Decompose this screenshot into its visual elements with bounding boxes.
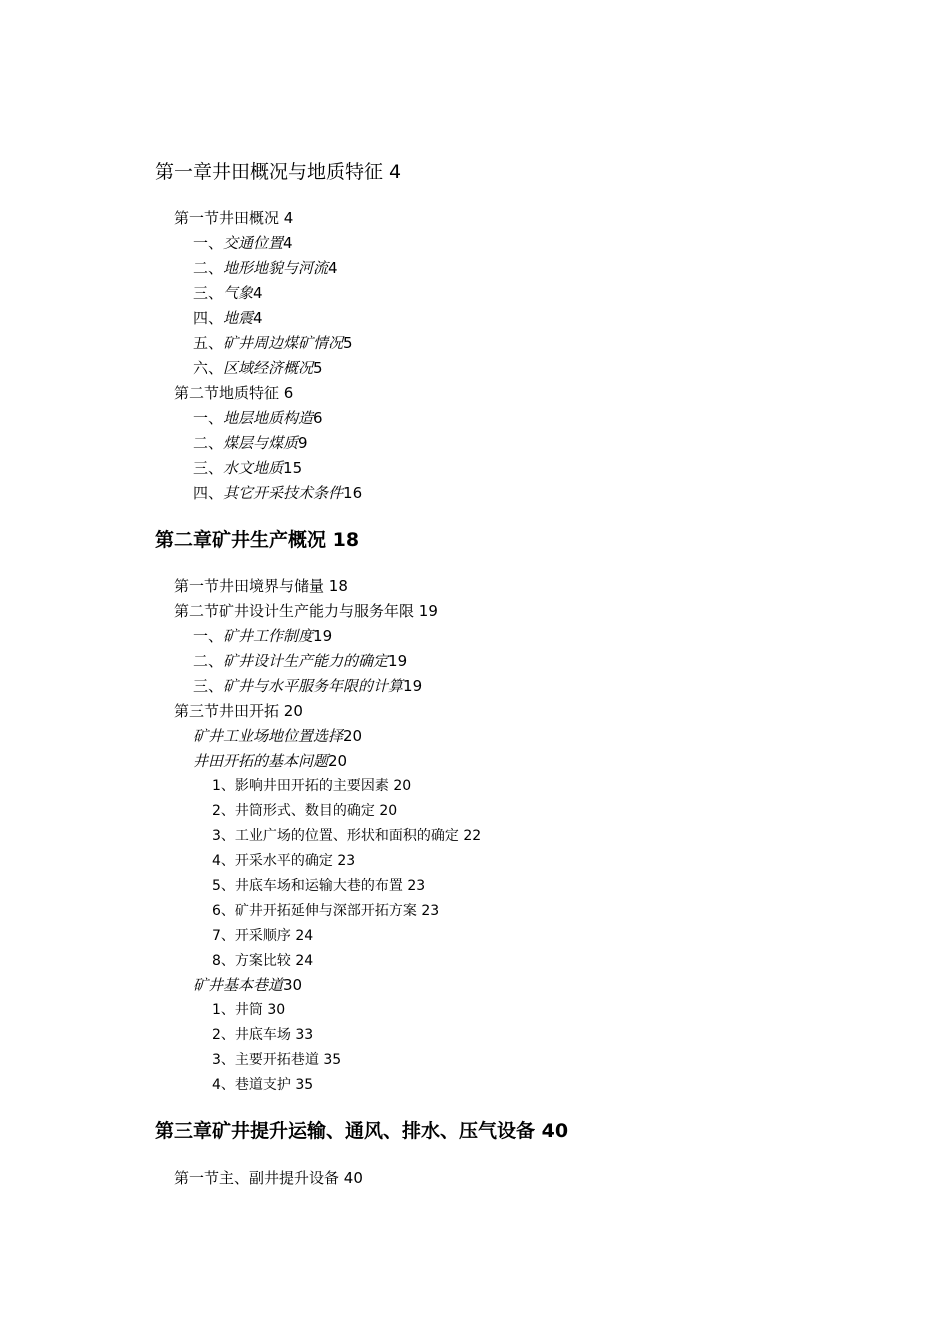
toc-entry-page-number: 20 bbox=[279, 702, 303, 720]
toc-entry-title: 地层地质构造 bbox=[223, 409, 314, 427]
toc-entry-page-number: 4 bbox=[279, 209, 294, 227]
toc-entry-sub[interactable] bbox=[193, 729, 362, 744]
toc-entry-page-number: 30 bbox=[283, 976, 303, 994]
toc-entry-title: 6、矿井开拓延伸与深部开拓方案 bbox=[212, 903, 417, 919]
toc-entry-sec[interactable] bbox=[174, 211, 293, 226]
toc-entry-title: 水文地质 bbox=[223, 459, 284, 477]
toc-entry-page-number: 4 bbox=[253, 284, 263, 302]
toc-entry-prefix: 三、 bbox=[193, 677, 224, 695]
toc-entry-sec[interactable] bbox=[174, 1171, 363, 1186]
toc-entry-page-number: 16 bbox=[343, 484, 363, 502]
toc-entry-title: 第二节矿井设计生产能力与服务年限 bbox=[174, 602, 415, 620]
toc-entry-title: 1、井筒 bbox=[212, 1002, 263, 1018]
toc-entry-num[interactable] bbox=[212, 804, 397, 818]
toc-entry-title: 矿井工业场地位置选择 bbox=[193, 727, 344, 745]
toc-entry-page-number: 35 bbox=[318, 1052, 342, 1068]
toc-entry-sub[interactable] bbox=[193, 978, 302, 993]
toc-entry-prefix: 一、 bbox=[193, 627, 224, 645]
toc-entry-num[interactable] bbox=[212, 1078, 313, 1092]
toc-entry-page-number: 20 bbox=[343, 727, 363, 745]
toc-entry-sec[interactable] bbox=[174, 604, 438, 619]
toc-entry-title: 第三节井田开拓 bbox=[174, 702, 280, 720]
toc-entry-title: 矿井工作制度 bbox=[223, 627, 314, 645]
toc-entry-title: 区域经济概况 bbox=[223, 359, 314, 377]
toc-entry-title: 5、井底车场和运输大巷的布置 bbox=[212, 878, 403, 894]
toc-entry-title: 矿井周边煤矿情况 bbox=[223, 334, 344, 352]
toc-entry-page-number: 4 bbox=[283, 234, 293, 252]
toc-entry-num[interactable] bbox=[212, 929, 313, 943]
toc-entry-prefix: 一、 bbox=[193, 409, 224, 427]
toc-entry-title: 煤层与煤质 bbox=[223, 434, 299, 452]
toc-entry-page-number: 24 bbox=[290, 928, 314, 944]
toc-entry-num[interactable] bbox=[212, 779, 411, 793]
toc-entry-prefix: 五、 bbox=[193, 334, 224, 352]
toc-entry-title: 4、开采水平的确定 bbox=[212, 853, 333, 869]
toc-entry-title: 8、方案比较 bbox=[212, 953, 291, 969]
toc-entry-title: 2、井筒形式、数目的确定 bbox=[212, 803, 375, 819]
toc-entry-item[interactable] bbox=[193, 486, 362, 501]
toc-entry-prefix: 一、 bbox=[193, 234, 224, 252]
toc-entry-title: 第一节井田概况 bbox=[174, 209, 280, 227]
toc-entry-title: 第二节地质特征 bbox=[174, 384, 280, 402]
toc-entry-page-number: 18 bbox=[326, 529, 360, 551]
toc-entry-num[interactable] bbox=[212, 954, 313, 968]
toc-entry-page-number: 33 bbox=[290, 1027, 314, 1043]
toc-entry-page-number: 20 bbox=[388, 778, 412, 794]
toc-entry-page-number: 4 bbox=[253, 309, 263, 327]
toc-entry-prefix: 三、 bbox=[193, 459, 224, 477]
toc-entry-page-number: 23 bbox=[416, 903, 440, 919]
toc-entry-item[interactable] bbox=[193, 436, 308, 451]
toc-entry-page-number: 18 bbox=[324, 577, 348, 595]
toc-entry-sub[interactable] bbox=[193, 754, 347, 769]
toc-entry-title: 第一节主、副井提升设备 bbox=[174, 1169, 340, 1187]
toc-entry-page-number: 20 bbox=[328, 752, 348, 770]
toc-entry-item[interactable] bbox=[193, 236, 293, 251]
toc-entry-title: 矿井基本巷道 bbox=[193, 976, 284, 994]
toc-entry-prefix: 二、 bbox=[193, 434, 224, 452]
toc-entry-page-number: 4 bbox=[328, 259, 338, 277]
toc-entry-title: 地震 bbox=[223, 309, 254, 327]
toc-entry-title: 交通位置 bbox=[223, 234, 284, 252]
toc-entry-page-number: 6 bbox=[279, 384, 294, 402]
toc-entry-num[interactable] bbox=[212, 829, 481, 843]
toc-entry-title: 矿井设计生产能力的确定 bbox=[223, 652, 389, 670]
toc-entry-sec[interactable] bbox=[174, 386, 293, 401]
toc-entry-page-number: 4 bbox=[383, 161, 402, 183]
toc-entry-page-number: 5 bbox=[343, 334, 353, 352]
toc-entry-item[interactable] bbox=[193, 311, 263, 326]
toc-entry-num[interactable] bbox=[212, 854, 355, 868]
toc-entry-item[interactable] bbox=[193, 679, 422, 694]
toc-entry-item[interactable] bbox=[193, 629, 332, 644]
toc-entry-title: 4、巷道支护 bbox=[212, 1077, 291, 1093]
toc-entry-page-number: 19 bbox=[313, 627, 333, 645]
toc-entry-title: 第三章矿井提升运输、通风、排水、压气设备 bbox=[155, 1120, 536, 1142]
toc-entry-title: 地形地貌与河流 bbox=[223, 259, 329, 277]
toc-entry-page-number: 40 bbox=[339, 1169, 363, 1187]
toc-entry-chap1[interactable] bbox=[155, 163, 401, 182]
toc-entry-title: 1、影响井田开拓的主要因素 bbox=[212, 778, 389, 794]
toc-entry-page-number: 19 bbox=[403, 677, 423, 695]
toc-entry-title: 第一节井田境界与储量 bbox=[174, 577, 325, 595]
toc-entry-prefix: 六、 bbox=[193, 359, 224, 377]
toc-entry-title: 2、井底车场 bbox=[212, 1027, 291, 1043]
toc-entry-num[interactable] bbox=[212, 879, 425, 893]
toc-entry-title: 3、工业广场的位置、形状和面积的确定 bbox=[212, 828, 459, 844]
toc-entry-title: 其它开采技术条件 bbox=[223, 484, 344, 502]
toc-entry-page-number: 30 bbox=[262, 1002, 286, 1018]
toc-entry-title: 井田开拓的基本问题 bbox=[193, 752, 329, 770]
toc-entry-prefix: 四、 bbox=[193, 484, 224, 502]
toc-entry-prefix: 二、 bbox=[193, 259, 224, 277]
toc-entry-page-number: 6 bbox=[313, 409, 323, 427]
toc-entry-num[interactable] bbox=[212, 1028, 313, 1042]
toc-entry-prefix: 三、 bbox=[193, 284, 224, 302]
toc-entry-item[interactable] bbox=[193, 461, 302, 476]
toc-entry-page-number: 40 bbox=[535, 1120, 569, 1142]
toc-entry-prefix: 四、 bbox=[193, 309, 224, 327]
toc-entry-item[interactable] bbox=[193, 336, 353, 351]
toc-entry-page-number: 23 bbox=[402, 878, 426, 894]
toc-entry-title: 第二章矿井生产概况 bbox=[155, 529, 327, 551]
toc-entry-item[interactable] bbox=[193, 286, 263, 301]
toc-entry-sec[interactable] bbox=[174, 704, 303, 719]
toc-entry-page-number: 24 bbox=[290, 953, 314, 969]
toc-entry-item[interactable] bbox=[193, 411, 323, 426]
toc-entry-page-number: 35 bbox=[290, 1077, 314, 1093]
toc-entry-num[interactable] bbox=[212, 904, 439, 918]
toc-entry-page-number: 20 bbox=[374, 803, 398, 819]
toc-entry-title: 3、主要开拓巷道 bbox=[212, 1052, 319, 1068]
toc-entry-title: 7、开采顺序 bbox=[212, 928, 291, 944]
toc-entry-title: 气象 bbox=[223, 284, 254, 302]
toc-entry-page-number: 19 bbox=[388, 652, 408, 670]
toc-entry-chap[interactable] bbox=[155, 1122, 568, 1141]
toc-entry-page-number: 9 bbox=[298, 434, 308, 452]
toc-entry-page-number: 23 bbox=[332, 853, 356, 869]
toc-entry-item[interactable] bbox=[193, 361, 323, 376]
toc-entry-title: 矿井与水平服务年限的计算 bbox=[223, 677, 404, 695]
toc-entry-page-number: 19 bbox=[414, 602, 438, 620]
toc-entry-sec[interactable] bbox=[174, 579, 348, 594]
toc-entry-page-number: 15 bbox=[283, 459, 303, 477]
toc-entry-page-number: 5 bbox=[313, 359, 323, 377]
toc-entry-item[interactable] bbox=[193, 654, 407, 669]
toc-entry-item[interactable] bbox=[193, 261, 338, 276]
toc-entry-title: 第一章井田概况与地质特征 bbox=[155, 161, 384, 183]
toc-entry-chap[interactable] bbox=[155, 531, 359, 550]
toc-entry-page-number: 22 bbox=[458, 828, 482, 844]
toc-entry-num[interactable] bbox=[212, 1053, 341, 1067]
toc-entry-prefix: 二、 bbox=[193, 652, 224, 670]
toc-entry-num[interactable] bbox=[212, 1003, 285, 1017]
